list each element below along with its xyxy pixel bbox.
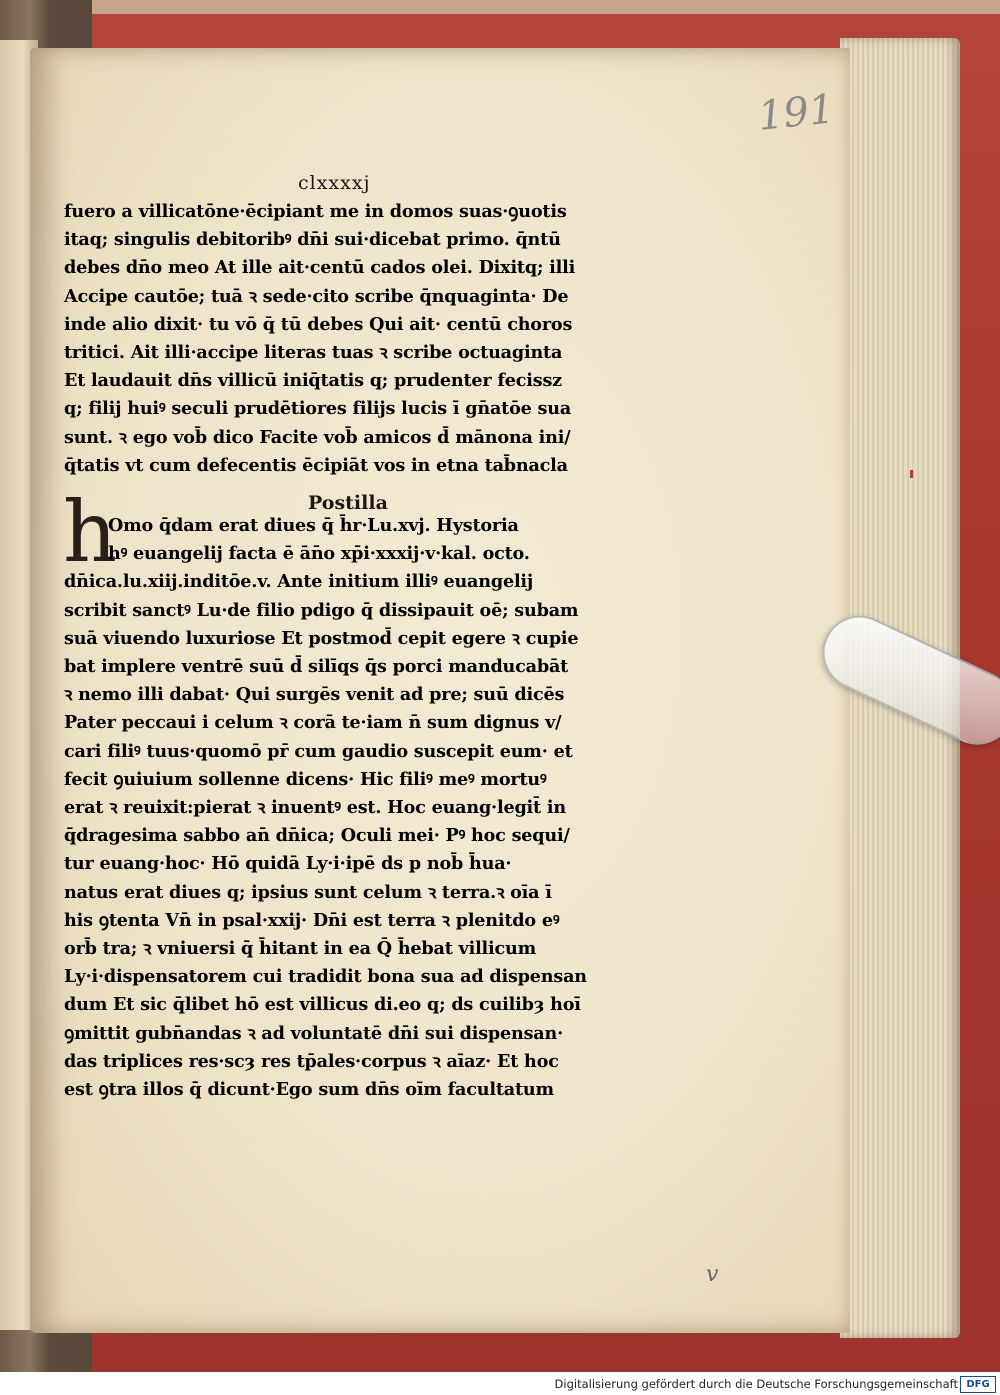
- text-line: dn̄ica.lu.xiij.inditōe.v. Ante initium illiꝰ euangelij: [64, 571, 534, 593]
- text-line: his ꝯtenta Vn̄ in psal·xxij· Dn̄i est terra ꝛ plenitdo eꝰ: [64, 909, 560, 931]
- text-line: Ly·i·dispensatorem cui tradidit bona sua ad dispensan: [64, 966, 587, 988]
- text-block-top: [64, 198, 575, 480]
- handwritten-folio-number: 191: [755, 86, 837, 140]
- text-line: itaq; singulis debitoribꝰ dn̄i sui·dicebat primo. q̄ntū: [64, 229, 561, 251]
- text-line: debes dn̄o meo At ille ait·centū cados olei. Dixitq; illi: [64, 257, 576, 279]
- text-line: inde alio dixit· tu vō q̄ tū debes Qui ait· centū choros: [64, 313, 573, 335]
- handwritten-mark: v: [706, 1262, 719, 1287]
- text-line: das triplices res·scȝ res tp̄ales·corpus ꝛ aīaz· Et hoc: [64, 1050, 559, 1072]
- text-line: Et laudauit dn̄s villicū iniq̄tatis q; prudenter fecissz: [64, 370, 562, 392]
- text-line: ꝯmittit gubn̄andas ꝛ ad voluntatē dn̄i sui dispensan·: [64, 1022, 564, 1044]
- text-line: orb̄ tra; ꝛ vniuersi q̄ h̄itant in ea Q̄ h̄ebat villicum: [64, 938, 537, 960]
- section-heading: Postilla: [308, 492, 388, 514]
- red-page-marker: [910, 470, 913, 478]
- text-line: cari filiꝰ tuus·quomō pr̄ cum gaudio suscepit eum· et: [64, 740, 573, 762]
- text-line: tur euang·hoc· Hō quidā Ly·i·ipē ds p nob̄ h̄ua·: [64, 853, 512, 875]
- text-line: scribit sanctꝰ Lu·de filio pdigo q̄ dissipauit oē; subam: [64, 599, 579, 621]
- text-line: Pater peccaui i celum ꝛ corā te·iam n̄ sum dignus v/: [64, 712, 562, 734]
- decorated-initial: h: [63, 483, 118, 581]
- text-line: est ꝯtra illos q̄ dicunt·Ego sum dn̄s oīm facultatum: [64, 1079, 554, 1101]
- text-line: natus erat diues q; ipsius sunt celum ꝛ terra.ꝛ oīa ī: [64, 881, 552, 903]
- text-line: hꝰ euangelij facta ē ān̄o xp̄i·xxxij·v·kal. octo.: [108, 543, 530, 565]
- text-line: dum Et sic q̄libet hō est villicus di.eo q; ds cuilibȝ hoī: [64, 994, 581, 1016]
- text-line: Omo q̄dam erat diues q̄ h̄r·Lu.xvj. Hystoria: [108, 515, 519, 536]
- text-line: sunt. ꝛ ego vob̄ dico Facite vob̄ amicos d̄ mānona ini/: [64, 426, 571, 448]
- funding-credit: Digitalisierung gefördert durch die Deutsche Forschungsgemeinschaft: [554, 1377, 958, 1391]
- text-line: fecit ꝯuiuium sollenne dicens· Hic filiꝰ meꝰ mortuꝰ: [64, 768, 547, 790]
- text-block-postilla: [64, 512, 587, 1104]
- text-line: fuero a villicatōne·ēcipiant me in domos suas·ꝯuotis: [64, 201, 567, 222]
- printed-folio: clxxxxj: [298, 172, 371, 194]
- footer-bar: [0, 1372, 1000, 1395]
- text-line: tritici. Ait illi·accipe literas tuas ꝛ scribe octuaginta: [64, 342, 563, 364]
- text-line: erat ꝛ reuixit:pierat ꝛ inuentꝰ est. Hoc euang·legit̄ in: [64, 797, 566, 819]
- text-line: q̄tatis vt cum defecentis ēcipiāt vos in etna tab̄nacla: [64, 454, 568, 476]
- dfg-logo: DFG: [960, 1376, 996, 1393]
- text-line: ꝛ nemo illi dabat· Qui surgēs venit ad pre; suū dicēs: [64, 684, 565, 706]
- text-line: suā viuendo luxuriose Et postmod̄ cepit egere ꝛ cupie: [64, 627, 579, 649]
- cover-top-edge: [92, 0, 1000, 14]
- text-line: q̄dragesima sabbo an̄ dn̄ica; Oculi mei· Pꝰ hoc sequi/: [64, 825, 570, 847]
- text-line: q; filij huiꝰ seculi prudētiores filijs lucis ī gn̄atōe sua: [64, 398, 572, 420]
- text-line: bat implere ventrē suū d̄ silīqs q̄s porci manducabāt: [64, 656, 569, 678]
- text-line: Accipe cautōe; tuā ꝛ sede·cito scribe q̄nquaginta· De: [64, 285, 569, 307]
